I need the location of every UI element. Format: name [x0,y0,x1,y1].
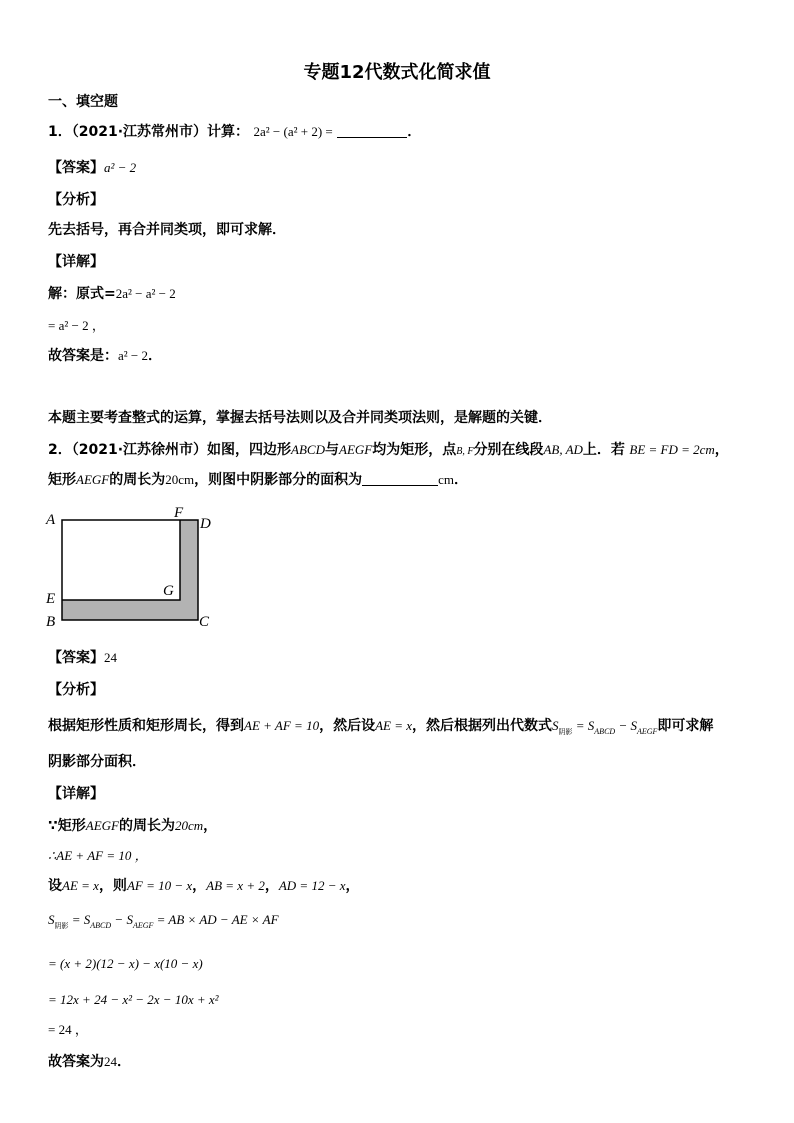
q2-stem-line-1 [48,440,729,462]
q2-detail-line-2: ∴AE + AF = 10 ， [48,848,148,863]
q2-abcd: ABCD [291,442,325,457]
q2-d3-i: ， [345,878,360,894]
q2-d8-a: 故答案为 [48,1054,104,1070]
q2-d4-c: = AB × AD − AE × AF [153,912,279,927]
q2-answer-blank [362,471,438,486]
document-title: 专题12代数式化简求值 [303,62,491,83]
q2-text-5: 上．若 [582,442,625,458]
q2-detail-label: 【详解】 [48,786,104,802]
q2-detail-line-1 [48,816,217,836]
q2-d1-a: ∵矩形 [48,818,86,834]
q1-answer-value: a² − 2 [104,160,137,175]
label-d: D [200,516,211,532]
q2-answer [48,648,117,668]
answer-label-2: 【答案】 [48,650,104,666]
q2-aegf-2: AEGF [76,472,110,487]
q2-analysis-sub-aegf: AEGF [636,727,658,736]
q2-analysis-minus: − S [615,718,637,733]
q1-conclusion-expr: a² − 2 [118,348,148,363]
q2-text-4: 分别在线段 [473,442,544,458]
q2-text-2: 与 [325,442,339,458]
q2-detail-line-6: = 12x + 24 − x² − 2x − 10x + x² [48,992,219,1007]
q2-number: 2． [48,442,72,458]
q2-period: ． [454,472,468,488]
q1-expression: 2a² − (a² + 2) = [253,124,333,139]
q1-detail-label: 【详解】 [48,254,104,270]
q1-conclusion-prefix: 故答案是： [48,348,118,364]
q2-text-rect: 矩形 [48,472,76,488]
q2-d3-c: ，则 [98,878,127,894]
q2-source: （2021·江苏徐州市） [71,442,208,458]
q2-d4-sub-abcd: ABCD [90,921,112,930]
q1-detail-line-1 [48,284,176,304]
q2-analysis-s: S [552,718,559,733]
q2-d8-c: ． [117,1054,131,1070]
q2-bf: B, F [456,446,474,457]
q1-answer-blank [337,123,407,138]
q2-d3-h: AD = 12 − x [278,878,346,893]
q2-d4-s: S [48,912,55,927]
q2-analysis-t4: 即可求解 [657,718,714,734]
q2-detail-line-7: = 24 ， [48,1022,88,1037]
q2-analysis-line-2: 阴影部分面积． [48,754,146,770]
q1-instruction: 计算： [207,124,250,140]
q2-detail-line-4 [48,910,279,936]
q2-stem-line-2 [48,470,468,490]
q2-analysis-e2: AE = x [375,718,413,733]
label-f: F [174,505,184,521]
q2-d3-b: AE = x [62,878,99,893]
q2-answer-value: 24 [104,650,117,665]
q1-detail-line-2: = a² − 2 ， [48,318,105,333]
section-heading: 一、填空题 [48,94,118,110]
q2-analysis-line-1 [48,716,713,742]
q1-number: 1． [48,124,72,140]
q2-analysis-sub: 阴影 [558,728,573,736]
rectangle-figure [40,502,230,632]
q1-analysis-label: 【分析】 [48,192,104,208]
q2-d1-c: 的周长为 [118,818,175,834]
q2-d1-b: AEGF [85,818,119,833]
q1-comment: 本题主要考查整式的运算，掌握去括号法则以及合并同类项法则，是解题的关键． [48,410,552,426]
q2-d1-d: 20cm [174,818,204,833]
q2-unit: cm [438,472,454,487]
label-c: C [199,614,210,630]
label-e: E [46,591,56,607]
q2-d3-e: ， [192,878,207,894]
q2-aegf: AEGF [339,442,373,457]
q2-abad: AB, AD [543,442,583,457]
q1-detail-line-3 [48,346,162,366]
q1-period: ． [407,124,422,140]
q2-analysis-label: 【分析】 [48,682,104,698]
q2-comma: ， [714,442,729,458]
label-g: G [163,583,174,599]
q2-analysis-e1: AE + AF = 10 [244,718,320,733]
q1-analysis-text: 先去括号，再合并同类项，即可求解． [48,222,286,238]
q2-detail-line-3 [48,876,360,896]
q2-text-1: 如图，四边形 [207,442,292,458]
q2-analysis-sub-abcd: ABCD [594,727,616,736]
q2-analysis-t3: ，然后根据列出代数式 [412,718,553,734]
q1-source: （2021·江苏常州市） [71,124,208,140]
answer-label: 【答案】 [48,160,104,176]
q1-conclusion-end: ． [148,348,162,364]
q1-stem [48,122,421,142]
q2-analysis-eq: = S [572,718,595,733]
q1-answer [48,158,136,178]
q2-d3-a: 设 [48,878,62,894]
q2-detail-line-5: = (x + 2)(12 − x) − x(10 − x) [48,956,203,971]
q2-text-area: ，则图中阴影部分的面积为 [194,472,363,488]
q2-d4-b: − S [111,912,133,927]
q2-d1-e: ， [203,818,218,834]
q2-d3-f: AB = x + 2 [206,878,265,893]
q2-d4-sub: 阴影 [54,922,69,930]
q2-analysis-t2: ，然后设 [319,718,376,734]
q2-d8-b: 24 [104,1054,117,1069]
q2-d4-sub-aegf: AEGF [132,921,154,930]
q2-condition: BE = FD = 2cm [629,442,715,457]
q2-text-3: 均为矩形，点 [372,442,457,458]
q2-d4-a: = S [68,912,91,927]
q2-perimeter-value: 20cm [165,472,195,487]
q2-analysis-t1: 根据矩形性质和矩形周长，得到 [48,718,244,734]
q1-detail-prefix: 解：原式= [48,286,116,302]
q2-text-perimeter: 的周长为 [109,472,166,488]
label-b: B [46,614,56,630]
q1-detail-expr: 2a² − a² − 2 [115,286,176,301]
q2-detail-line-8 [48,1052,131,1072]
shaded-region [62,520,198,620]
q2-d3-g: ， [264,878,279,894]
q2-d3-d: AF = 10 − x [126,878,193,893]
label-a: A [46,512,56,528]
